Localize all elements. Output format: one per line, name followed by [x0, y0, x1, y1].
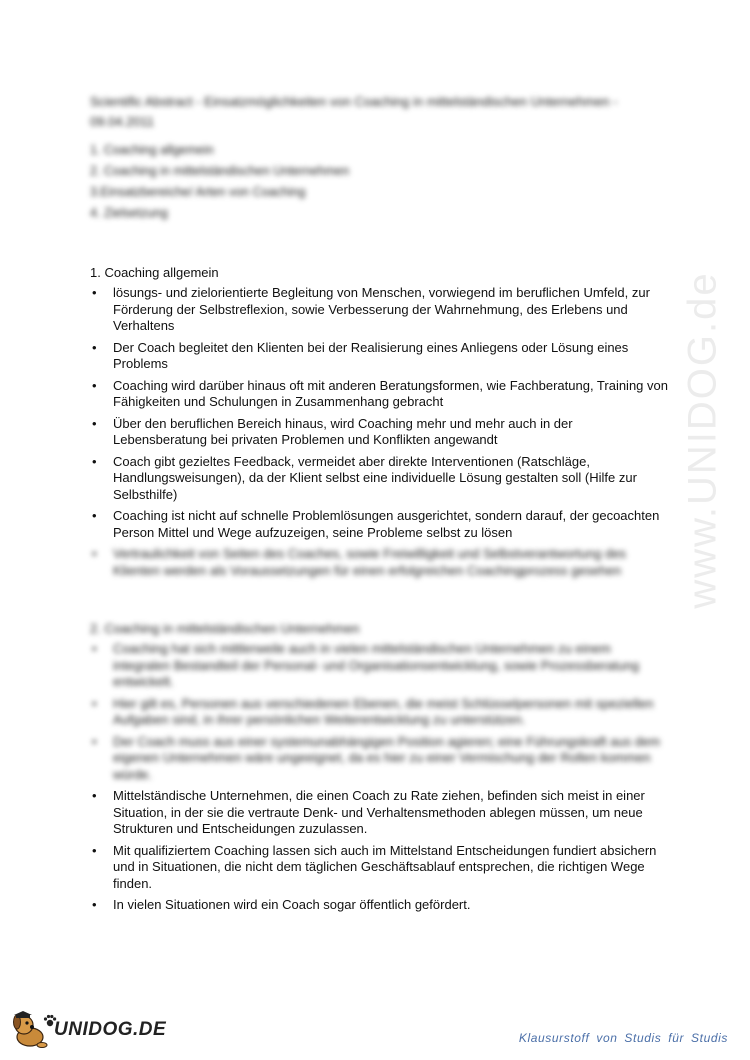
section-1-bullet-list: [90, 285, 670, 584]
list-item: • Coach gibt gezieltes Feedback, vermeidet aber direkte Interventionen (Ratschläge, Handlungsweisungen), da der Klient selbst eine individuelle Lösung gestalten soll (Hilfe zur Selbsthilfe): [90, 454, 670, 504]
toc-item: 2. Coaching in mittelständischen Unternehmen: [90, 164, 350, 178]
toc-item: 1. Coaching allgemein: [90, 143, 214, 157]
document-title: Scientific Abstract - Einsatzmöglichkeiten von Coaching in mittelständischen Unternehmen - 09.04.2011: [90, 94, 618, 129]
list-item: • lösungs- und zielorientierte Begleitung von Menschen, vorwiegend im beruflichen Umfeld, zur Förderung der Selbstreflexion, sowie Verbesserung der Wahrnehmung, des Erlebens und Verhaltens: [90, 285, 670, 335]
footer-tagline: Klausurstoff von Studis für Studis: [518, 1031, 728, 1045]
list-item: • Mittelständische Unternehmen, die einen Coach zu Rate ziehen, befinden sich meist in einer Situation, in der sie die vertraute Denk- und Verhaltensmethoden ablegen müssen, um neue Strukturen und Entscheidungen zuzulassen.: [90, 788, 670, 838]
logo-text: UNIDOG.DE: [54, 1019, 167, 1040]
list-item: • Coaching ist nicht auf schnelle Problemlösungen ausgerichtet, sondern darauf, der gecoachten Person Mittel und Wege aufzuzeigen, seine Probleme selbst zu lösen: [90, 508, 670, 541]
list-item: • Mit qualifiziertem Coaching lassen sich auch im Mittelstand Entscheidungen fundiert absichern und in Situationen, die nicht dem täglichen Geschäftsablauf entsprechen, die richtigen Wege finden.: [90, 843, 670, 893]
list-item: • Coaching hat sich mittlerweile auch in vielen mittelständischen Unternehmen zu einem integralen Bestandteil der Personal- und Organisationsentwicklung, sowie Prozessberatung entwickelt.: [90, 641, 670, 691]
list-item: • Der Coach begleitet den Klienten bei der Realisierung eines Anliegens oder Lösung eines Problems: [90, 340, 670, 373]
section-2-bullet-list: [90, 641, 670, 919]
list-item: • In vielen Situationen wird ein Coach sogar öffentlich gefördert.: [90, 897, 670, 914]
toc-item: 3.Einsatzbereiche/ Arten von Coaching: [90, 185, 306, 199]
watermark-text: www.UNIDOG.de: [680, 271, 725, 609]
list-item: • Coaching wird darüber hinaus oft mit anderen Beratungsformen, wie Fachberatung, Training von Fähigkeiten und Schulungen in Zusammenhang gebracht: [90, 378, 670, 411]
list-item: • Vertraulichkeit von Seiten des Coaches, sowie Freiwilligkeit und Selbstverantwortung des Klienten werden als Voraussetzungen für einen erfolgreichen Coachingprozess gesehen: [90, 546, 670, 579]
list-item: • Der Coach muss aus einer systemunabhängigen Position agieren; eine Führungskraft aus dem eigenen Unternehmen wäre ungeeignet, da es hier zu einer Vermischung der Rollen kommen würde.: [90, 734, 670, 784]
unidog-logo[interactable]: [6, 1010, 176, 1050]
table-of-contents: [90, 140, 490, 224]
section-heading-1: 1. Coaching allgemein: [90, 265, 219, 280]
section-heading-2: 2. Coaching in mittelständischen Unternehmen: [90, 621, 360, 636]
toc-item: 4. Zielsetzung: [90, 206, 168, 220]
list-item: • Über den beruflichen Bereich hinaus, wird Coaching mehr und mehr auch in der Lebensberatung bei privaten Problemen und Konflikten angewandt: [90, 416, 670, 449]
list-item: • Hier gilt es, Personen aus verschiedenen Ebenen, die meist Schlüsselpersonen mit speziellen Aufgaben sind, in ihrer persönlichen Weiterentwicklung zu unterstützen.: [90, 696, 670, 729]
